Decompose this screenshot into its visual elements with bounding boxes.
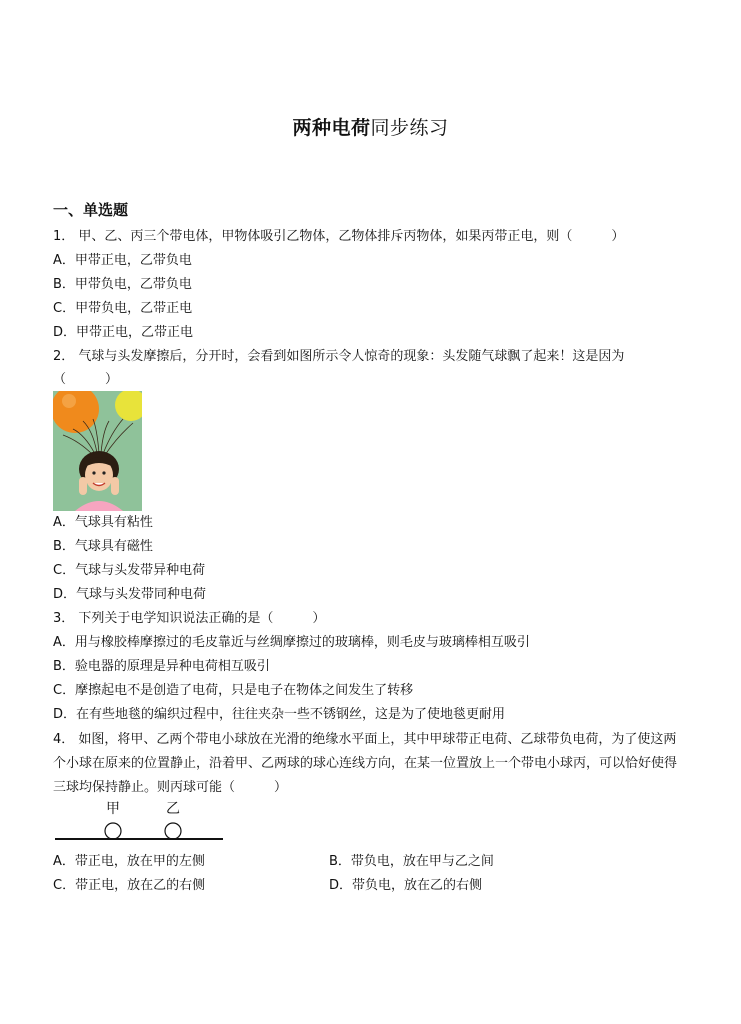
question-2-option-d: D．气球与头发带同种电荷 — [53, 587, 207, 602]
question-3-stem: 3． 下列关于电学知识说法正确的是（ ） — [53, 611, 326, 626]
question-4-figure — [53, 798, 233, 846]
balloon-hair-photo — [53, 391, 142, 511]
question-1-stem: 1． 甲、乙、丙三个带电体，甲物体吸引乙物体，乙物体排斥丙物体，如果丙带正电，则（ ） — [53, 229, 625, 244]
question-4-option-a: A．带正电，放在甲的左侧 — [53, 854, 205, 869]
question-2-option-c: C．气球与头发带异种电荷 — [53, 563, 206, 578]
ball-yi — [165, 823, 181, 839]
question-3-option-d: D．在有些地毯的编织过程中，往往夹杂一些不锈钢丝，这是为了使地毯更耐用 — [53, 707, 506, 722]
question-3-option-a: A．用与橡胶棒摩擦过的毛皮靠近与丝绸摩擦过的玻璃棒，则毛皮与玻璃棒相互吸引 — [53, 635, 530, 650]
question-2-option-b: B．气球具有磁性 — [53, 539, 153, 554]
question-3-option-c: C．摩擦起电不是创造了电荷，只是电子在物体之间发生了转移 — [53, 683, 414, 698]
question-1-option-a: A．甲带正电，乙带负电 — [53, 253, 192, 268]
question-2-stem-line1: 2． 气球与头发摩擦后，分开时，会看到如图所示令人惊奇的现象：头发随气球飘了起来！这是因为 — [53, 349, 625, 364]
question-4-option-c: C．带正电，放在乙的右侧 — [53, 878, 206, 893]
ball-yi-label: 乙 — [166, 801, 180, 817]
question-4-option-b: B．带负电，放在甲与乙之间 — [329, 854, 494, 869]
question-4-option-d: D．带负电，放在乙的右侧 — [329, 878, 483, 893]
question-1-option-d: D．甲带正电，乙带正电 — [53, 325, 194, 340]
question-2-option-a: A．气球具有粘性 — [53, 515, 153, 530]
ball-jia-label: 甲 — [106, 801, 120, 817]
question-2-stem-line2: （ ） — [53, 372, 119, 387]
question-1-option-c: C．甲带负电，乙带正电 — [53, 301, 193, 316]
question-4-stem-line1: 4． 如图，将甲、乙两个带电小球放在光滑的绝缘水平面上，其中甲球带正电荷、乙球带负电荷，为了使这两 — [53, 732, 677, 747]
question-1-option-b: B．甲带负电，乙带负电 — [53, 277, 192, 292]
balloon-hair-illustration — [53, 391, 142, 511]
question-4-stem-line2: 个小球在原来的位置静止，沿着甲、乙两球的球心连线方向，在某一位置放上一个带电小球丙，可以恰好使得 — [53, 756, 678, 771]
page-title — [0, 113, 741, 140]
title-normal-part: 同步练习 — [370, 117, 449, 139]
question-4-stem-line3: 三球均保持静止。则丙球可能（ ） — [53, 780, 288, 795]
section-heading: 一、单选题 — [53, 201, 129, 219]
title-bold-part: 两种电荷 — [292, 117, 371, 139]
ball-jia — [105, 823, 121, 839]
question-3-option-b: B．验电器的原理是异种电荷相互吸引 — [53, 659, 270, 674]
